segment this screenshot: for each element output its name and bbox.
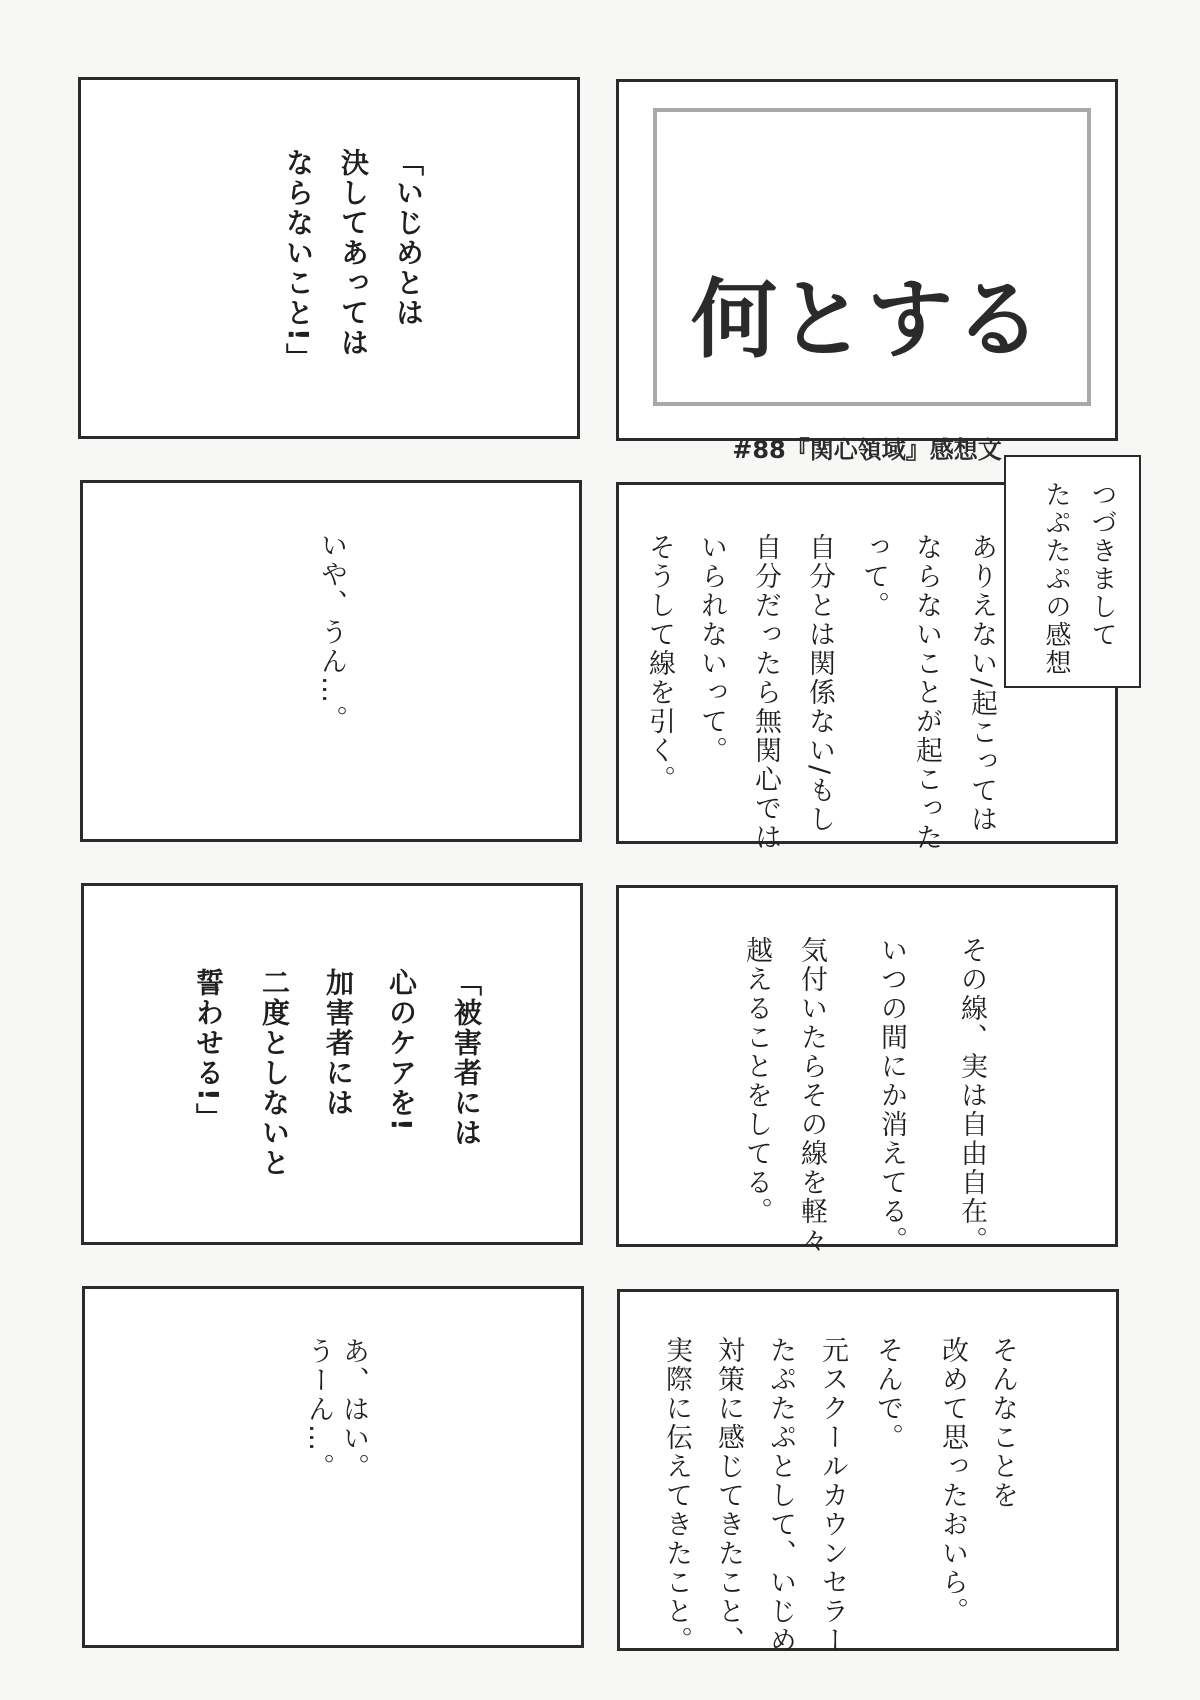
panel-text: うーん…。 (303, 1337, 334, 1482)
panel-text: 自分とは関係ない/もし (804, 533, 835, 835)
panel-text: 越えることをしてる。 (741, 936, 772, 1226)
page-subtitle: #88『関心領域』感想文 (732, 436, 1002, 464)
panel-text: 改めて思ったおいら。 (937, 1336, 968, 1626)
caption-text: つづきまして (1087, 481, 1117, 649)
panel-text: って。 (858, 533, 889, 620)
panel-text: 自分だったら無関心では (750, 533, 781, 852)
title-panel (616, 79, 1118, 464)
panel-text: 二度としないと (258, 968, 291, 1178)
panel-text: いられないって。 (696, 533, 727, 765)
panel-right-4 (617, 1289, 1119, 1655)
panel-text: 心のケアを! (385, 968, 418, 1133)
panel-text: あ、はい。 (338, 1337, 369, 1482)
panel-text: 「いじめとは (392, 148, 425, 328)
caption-text: たぷたぷの感想 (1041, 481, 1071, 677)
panel-text: たぷたぷとして、いじめ (765, 1336, 796, 1655)
panel-text: そんなことを (987, 1336, 1018, 1510)
panel-left-3 (81, 883, 583, 1245)
panel-text: 加害者には (322, 968, 355, 1118)
panel-text: 元スクールカウンセラー (817, 1336, 848, 1655)
panel-left-4 (82, 1286, 584, 1648)
panel-text: 気付いたらその線を軽々 (796, 936, 827, 1255)
panel-text: ならないこと!」 (282, 148, 315, 373)
panel-text: いや、うん…。 (316, 531, 347, 734)
panel-text: そんで。 (872, 1336, 903, 1452)
panel-left-1 (78, 77, 580, 439)
page-title: 何とする (691, 269, 1043, 370)
panel-text: 対策に感じてきたこと、 (713, 1336, 744, 1655)
panel-text: 誓わせる!」 (192, 968, 225, 1133)
panel-text: 実際に伝えてきたこと。 (661, 1336, 692, 1655)
panel-text: 「被害者には (450, 968, 483, 1148)
panel-text: いつの間にか消えてる。 (876, 936, 907, 1255)
panel-right-3 (616, 885, 1118, 1255)
panel-text: そうして線を引く。 (644, 533, 675, 794)
panel-text: 決してあっては (337, 148, 370, 358)
panel-left-2 (80, 480, 582, 842)
panel-text: ありえない/起こっては (966, 533, 997, 835)
panel-text: その線、実は自由自在。 (956, 936, 987, 1255)
caption-box (1004, 455, 1141, 688)
panel-text: ならないことが起こった (911, 533, 942, 852)
